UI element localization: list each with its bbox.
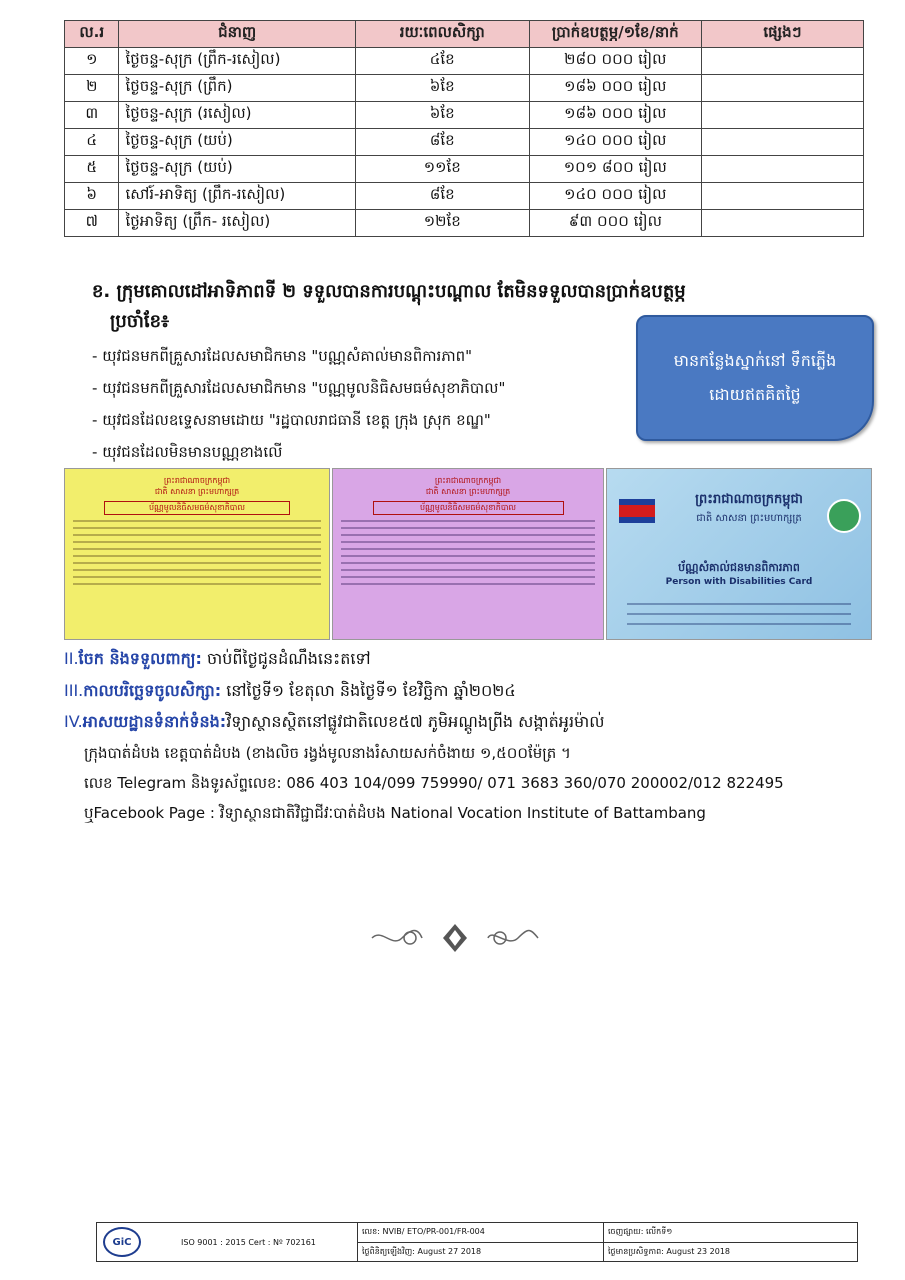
table-row [65, 129, 864, 156]
cell-other [701, 129, 863, 156]
list-item: - យុវជនមកពីគ្រួសារដែលសមាជិកមាន "បណ្ណសំគាល់មានពិការភាព" [92, 340, 505, 372]
effective-date: ថ្ងៃមានប្រសិទ្ធភាព: August 23 2018 [604, 1242, 857, 1262]
card-kingdom: ព្រះរាជាណាចក្រកម្ពុជា [695, 492, 803, 507]
table-header-row [65, 21, 864, 48]
document-footer [96, 1222, 858, 1262]
cell-allowance: ១៨៦ ០០០ រៀល [529, 75, 701, 102]
banner-line1: មានកន្លែងស្នាក់នៅ ទឹកភ្លើង [673, 351, 837, 370]
info-phone: លេខ Telegram និងទូរស័ព្ទលេខ: 086 403 104/099 759990/ 071 3683 360/070 200002/012 822495 [84, 774, 784, 792]
cell-duration: ៦ខែ [355, 102, 529, 129]
footer-right [604, 1223, 857, 1261]
cell-program: ថ្ងៃអាទិត្យ (ព្រឹក- រសៀល) [119, 210, 355, 237]
health-equity-card-pink [332, 468, 604, 640]
card-name: ប័ណ្ណមូលនិធិសមធម៌សុខាភិបាល [373, 501, 564, 515]
info-iv-number: IV. [64, 712, 83, 731]
review-date: ថ្ងៃពិនិត្យឡើងវិញ: August 27 2018 [358, 1242, 603, 1262]
card-motto: ជាតិ សាសនា ព្រះមហាក្សត្រ [696, 513, 802, 524]
card-motto: ជាតិ សាសនា ព្រះមហាក្សត្រ [154, 487, 240, 496]
cell-other [701, 102, 863, 129]
cell-duration: ៨ខែ [355, 129, 529, 156]
section-heading-line1: ខ. ក្រុមគោលដៅអាទិភាពទី ២ ទទួលបានការបណ្ដុះបណ្ដាល តែមិនទទួលបានប្រាក់ឧបត្ថម្ភ [92, 281, 686, 302]
info-iv-text: វិទ្យាស្ថានស្ថិតនៅផ្លូវជាតិលេខ៥៧ ភូមិអណ្ដូងព្រីង សង្កាត់អូរម៉ាល់ [226, 712, 605, 731]
info-application [64, 646, 371, 672]
info-iii-text: នៅថ្ងៃទី១ ខែតុលា និងថ្ងៃទី១ ខែវិច្ឆិកា ឆ្នាំ២០២៤ [221, 681, 516, 700]
cell-program: ថ្ងៃចន្ទ-សុក្រ (យប់) [119, 129, 355, 156]
cell-program: ថ្ងៃចន្ទ-សុក្រ (រសៀល) [119, 102, 355, 129]
cell-allowance: ១៤០ ០០០ រៀល [529, 129, 701, 156]
banner-line2: ដោយឥតគិតថ្លៃ [709, 385, 801, 404]
info-iv-label: អាសយដ្ឋានទំនាក់ទំនង: [82, 712, 227, 731]
header-no: ល.រ [65, 21, 119, 48]
info-ii-label: ចែក និងទទួលពាក្យ: [78, 649, 202, 668]
cell-other [701, 210, 863, 237]
info-facebook: ឬFacebook Page : វិទ្យាស្ថានជាតិវិជ្ជាជីវៈបាត់ដំបង National Vocation Institute of Battambang [84, 804, 706, 822]
cell-program: ថ្ងៃចន្ទ-សុក្រ (ព្រឹក-រសៀល) [119, 48, 355, 75]
list-item: - យុវជនមកពីគ្រួសារដែលសមាជិកមាន "បណ្ណមូលនិធិសមធម៌សុខាភិបាល" [92, 372, 505, 404]
cell-duration: ៦ខែ [355, 75, 529, 102]
schedule-table [64, 20, 864, 237]
list-item: - យុវជនដែលឧទ្ទេសនាមដោយ "រដ្ឋបាលរាជធានី ខេត្ត ក្រុង ស្រុក ខណ្ឌ" [92, 404, 505, 436]
cell-duration: ១១ខែ [355, 156, 529, 183]
table-row [65, 102, 864, 129]
cell-duration: ៤ខែ [355, 48, 529, 75]
cell-other [701, 48, 863, 75]
cell-program: ថ្ងៃចន្ទ-សុក្រ (យប់) [119, 156, 355, 183]
info-ii-number: II. [64, 649, 79, 668]
header-program: ជំនាញ [119, 21, 355, 48]
cell-program: ថ្ងៃចន្ទ-សុក្រ (ព្រឹក) [119, 75, 355, 102]
table-row [65, 156, 864, 183]
table-row [65, 75, 864, 102]
info-address-line2: ក្រុងបាត់ដំបង ខេត្តបាត់ដំបង (ខាងលិច រង្វង់មូលនាងរំសាយសក់ចំងាយ ១,៥០០ម៉ែត្រ ។ [84, 744, 571, 762]
table-row [65, 183, 864, 210]
gic-logo: GiC [103, 1227, 141, 1257]
card-name: ប័ណ្ណមូលនិធិសមធម៌សុខាភិបាល [104, 501, 291, 515]
table-row [65, 48, 864, 75]
info-start-date [64, 678, 516, 704]
card-kingdom: ព្រះរាជាណាចក្រកម្ពុជា [163, 476, 231, 485]
header-other: ផ្សេងៗ [701, 21, 863, 48]
cell-other [701, 183, 863, 210]
table-row [65, 210, 864, 237]
header-allowance: ប្រាក់ឧបត្ថម្ភ/១ខែ/នាក់ [529, 21, 701, 48]
eligibility-list [92, 340, 505, 468]
header-duration: រយៈពេលសិក្សា [355, 21, 529, 48]
cell-no: ៥ [65, 156, 119, 183]
health-equity-card-yellow [64, 468, 330, 640]
cell-no: ៦ [65, 183, 119, 210]
cell-allowance: ២៨០ ០០០ រៀល [529, 48, 701, 75]
cell-no: ២ [65, 75, 119, 102]
cell-no: ៧ [65, 210, 119, 237]
footer-logo-cell [97, 1223, 358, 1261]
cell-no: ១ [65, 48, 119, 75]
cell-other [701, 75, 863, 102]
footer-middle [358, 1223, 604, 1261]
card-name-kh: ប័ណ្ណសំគាល់ជនមានពិការភាព [678, 561, 800, 574]
cell-duration: ៨ខែ [355, 183, 529, 210]
cell-other [701, 156, 863, 183]
cell-allowance: ១៨៦ ០០០ រៀល [529, 102, 701, 129]
info-iii-number: III. [64, 681, 84, 700]
cell-no: ៣ [65, 102, 119, 129]
card-name-en: Person with Disabilities Card [665, 577, 813, 587]
list-item: - យុវជនដែលមិនមានបណ្ណខាងលើ [92, 436, 505, 468]
cambodia-flag-icon [619, 499, 655, 523]
ornament-divider-icon [370, 920, 540, 956]
info-ii-text: ចាប់ពីថ្ងៃជូនដំណឹងនេះតទៅ [201, 649, 371, 668]
info-address [64, 709, 605, 735]
disability-card [606, 468, 872, 640]
ministry-seal-icon [827, 499, 861, 533]
doc-code: លេខ: NVIB/ ETO/PR-001/FR-004 [362, 1227, 485, 1237]
info-iii-label: កាលបរិច្ឆេទចូលសិក្សា: [83, 681, 222, 700]
cell-program: សៅរ៍-អាទិត្យ (ព្រឹក-រសៀល) [119, 183, 355, 210]
cell-allowance: ៩៣ ០០០ រៀល [529, 210, 701, 237]
free-accommodation-banner [636, 315, 874, 441]
cell-no: ៤ [65, 129, 119, 156]
edition: ចេញផ្សាយ: លើកទី១ [608, 1227, 673, 1237]
card-motto: ជាតិ សាសនា ព្រះមហាក្សត្រ [425, 487, 511, 496]
cell-duration: ១២ខែ [355, 210, 529, 237]
iso-cert: ISO 9001 : 2015 Cert : Nº 702161 [181, 1237, 316, 1247]
section-heading-line2: ប្រចាំខែ៖ [110, 311, 169, 332]
card-kingdom: ព្រះរាជាណាចក្រកម្ពុជា [434, 476, 502, 485]
cell-allowance: ១៤០ ០០០ រៀល [529, 183, 701, 210]
cell-allowance: ១០១ ៨០០ រៀល [529, 156, 701, 183]
